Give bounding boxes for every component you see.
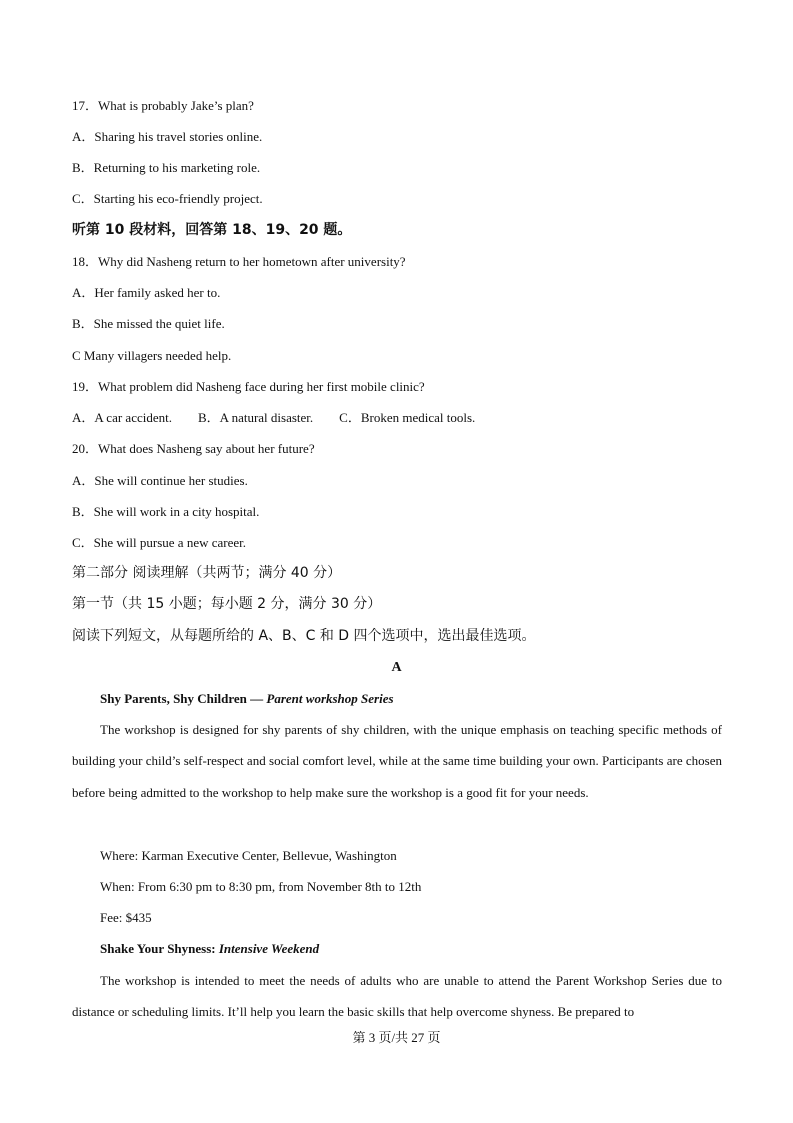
q19-option-c: C．Broken medical tools.: [339, 410, 476, 425]
part2-heading: 第二部分 阅读理解（共两节；满分 40 分）: [72, 565, 342, 581]
question-20: 20．What does Nasheng say about her future?: [72, 441, 315, 456]
workshop-description-2: The workshop is intended to meet the needs of adults who are unable to attend the Parent Workshop Series due to distance or scheduling limits. It’ll help you learn the basic skills that help overcome shyness. Be prepared to: [72, 973, 722, 1020]
workshop-title-1-series: Parent workshop Series: [266, 691, 394, 706]
q19-options: [72, 410, 475, 426]
q18-option-c: C Many villagers needed help.: [72, 348, 232, 363]
q17-option-c: C．Starting his eco-friendly project.: [72, 191, 263, 206]
q19-option-a: A．A car accident.: [72, 410, 172, 425]
workshop-title-1-main: Shy Parents, Shy Children —: [100, 691, 267, 706]
workshop-fee: Fee: $435: [100, 910, 152, 925]
q20-option-b: B．She will work in a city hospital.: [72, 504, 260, 519]
q19-option-b: B．A natural disaster.: [197, 410, 314, 425]
passage-letter: A: [391, 660, 402, 675]
workshop-title-2-subtitle: Intensive Weekend: [218, 941, 320, 956]
question-18: 18．Why did Nasheng return to her hometown after university?: [72, 254, 406, 269]
q17-option-a: A．Sharing his travel stories online.: [72, 129, 263, 144]
part2-section1: 第一节（共 15 小题；每小题 2 分，满分 30 分）: [72, 596, 382, 612]
question-17: 17．What is probably Jake’s plan?: [72, 98, 254, 113]
q20-option-a: A．She will continue her studies.: [72, 473, 248, 488]
workshop-when: When: From 6:30 pm to 8:30 pm, from November 8th to 12th: [100, 879, 422, 894]
workshop-title-2-main: Shake Your Shyness:: [100, 941, 219, 956]
q18-option-b: B．She missed the quiet life.: [72, 316, 225, 331]
workshop-title-1: [100, 691, 394, 707]
part2-instruction: 阅读下列短文，从每题所给的 A、B、C 和 D 四个选项中，选出最佳选项。: [72, 628, 536, 644]
workshop-title-2: [100, 941, 319, 957]
workshop-description-1: The workshop is designed for shy parents of shy children, with the unique emphasis on teaching specific methods of building your child’s self-respect and social comfort level, while at the same time building your own. Participants are chosen before being admitted to the workshop to help make sure the workshop is a good fit for your needs.: [72, 722, 722, 800]
question-19: 19．What problem did Nasheng face during her first mobile clinic?: [72, 379, 425, 394]
workshop-where: Where: Karman Executive Center, Bellevue, Washington: [100, 848, 397, 863]
q17-option-b: B．Returning to his marketing role.: [72, 160, 261, 175]
q20-option-c: C．She will pursue a new career.: [72, 535, 247, 550]
q18-option-a: A．Her family asked her to.: [72, 285, 221, 300]
listening-instruction-10: 听第 10 段材料，回答第 18、19、20 题。: [72, 222, 352, 238]
page-footer: 第 3 页/共 27 页: [352, 1030, 441, 1045]
